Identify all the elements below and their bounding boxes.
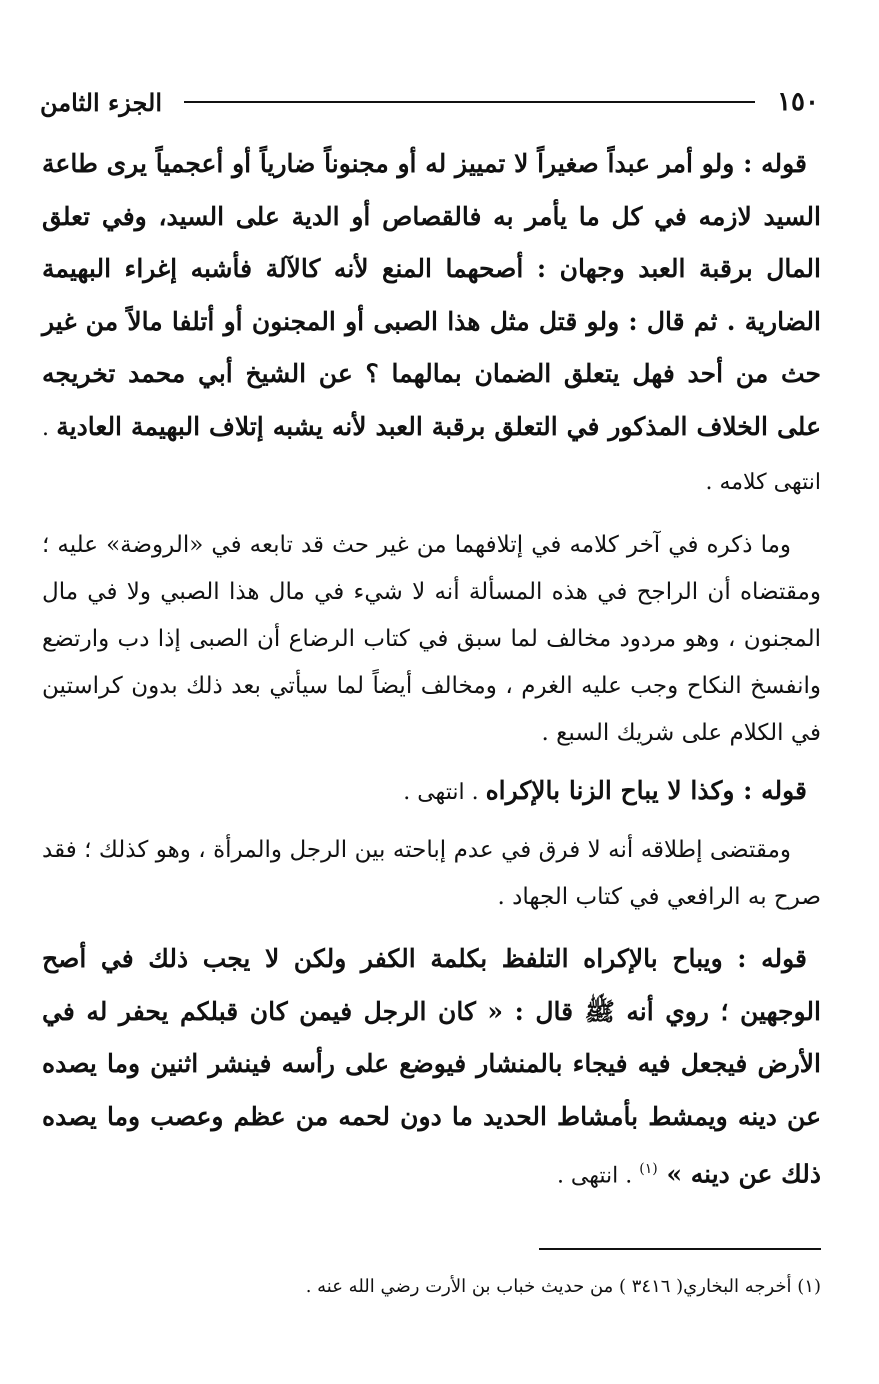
spacer: [42, 510, 821, 522]
commentary-paragraph-1: وما ذكره في آخر كلامه في إتلافهما من غير حث قد تابعه في «الروضة» عليه ؛ ومقتضاه أن الراجح في هذه المسألة أنه لا شيء في مال هذا الصبي ولا في مال المجنون ، وهو مردود مخالف لما سبق في كتاب الرضاع أن الصبى إذا دب وارتضع وانفسخ النكاح وجب عليه الغرم ، ومخالف أيضاً لما سيأتي بعد ذلك بدون كراستين في الكلام على شريك السبع .: [42, 531, 821, 746]
quote-paragraph-1: [42, 138, 821, 510]
header-rule: [184, 101, 755, 103]
running-header: [40, 80, 819, 124]
spacer: [42, 819, 821, 827]
quote-lead: قوله :: [737, 944, 807, 973]
footnote-marker[interactable]: (١): [639, 1161, 658, 1177]
quote-text: وكذا لا يباح الزنا بالإكراه: [485, 775, 735, 805]
quote-text: ويباح بالإكراه التلفظ بكلمة الكفر ولكن لا يجب ذلك في أصح الوجهين ؛ روي أنه ﷺ قال : « كان الرجل فيمن كان قبلكم يحفر له في الأرض فيجعل فيه فيجاء بالمنشار فيوضع على رأسه فينشر اثنين وما يصده عن دينه ويمشط بأمشاط الحديد ما دون لحمه من عظم وعصب وما يصده ذلك عن دينه »: [42, 944, 821, 1189]
quote-tail: . انتهى .: [556, 1163, 640, 1189]
volume-title: الجزء الثامن: [40, 87, 163, 117]
quote-tail: . انتهى كلامه .: [42, 415, 821, 495]
spacer: [42, 757, 821, 765]
quote-lead: قوله :: [743, 149, 807, 178]
quote-lead: قوله :: [743, 775, 807, 805]
commentary-paragraph-2: ومقتضى إطلاقه أنه لا فرق في عدم إباحته بين الرجل والمرأة ، وهو كذلك ؛ فقد صرح به الرافعي في كتاب الجهاد .: [42, 837, 821, 910]
spacer: [42, 921, 821, 933]
quote-text: ولو أمر عبداً صغيراً لا تمييز له أو مجنوناً ضارياً أو أعجمياً يرى طاعة السيد لازمه في كل ما يأمر به فالقصاص أو الدية على السيد، وفي تعلق المال برقبة العبد وجهان : أصحهما المنع لأنه كالآلة فأشبه إغراء البهيمة الضارية . ثم قال : ولو قتل مثل هذا الصبى أو المجنون أو أتلفا مالاً من غير حث من أحد فهل يتعلق الضمان بمالهما ؟ عن الشيخ أبي محمد تخريجه على الخلاف المذكور في التعلق برقبة العبد لأنه يشبه إتلاف البهيمة العادية: [42, 149, 821, 441]
footnote-separator: [539, 1248, 821, 1250]
page-number: ١٥٠: [777, 87, 819, 117]
quote-paragraph-2: [42, 765, 821, 820]
quote-tail: . انتهى .: [403, 779, 486, 805]
main-text: [42, 138, 821, 1203]
footnote-text: (١) أخرجه البخاري( ٣٤١٦ ) من حديث خباب بن الأرت رضي الله عنه .: [305, 1276, 821, 1297]
quote-paragraph-3: [42, 933, 821, 1203]
